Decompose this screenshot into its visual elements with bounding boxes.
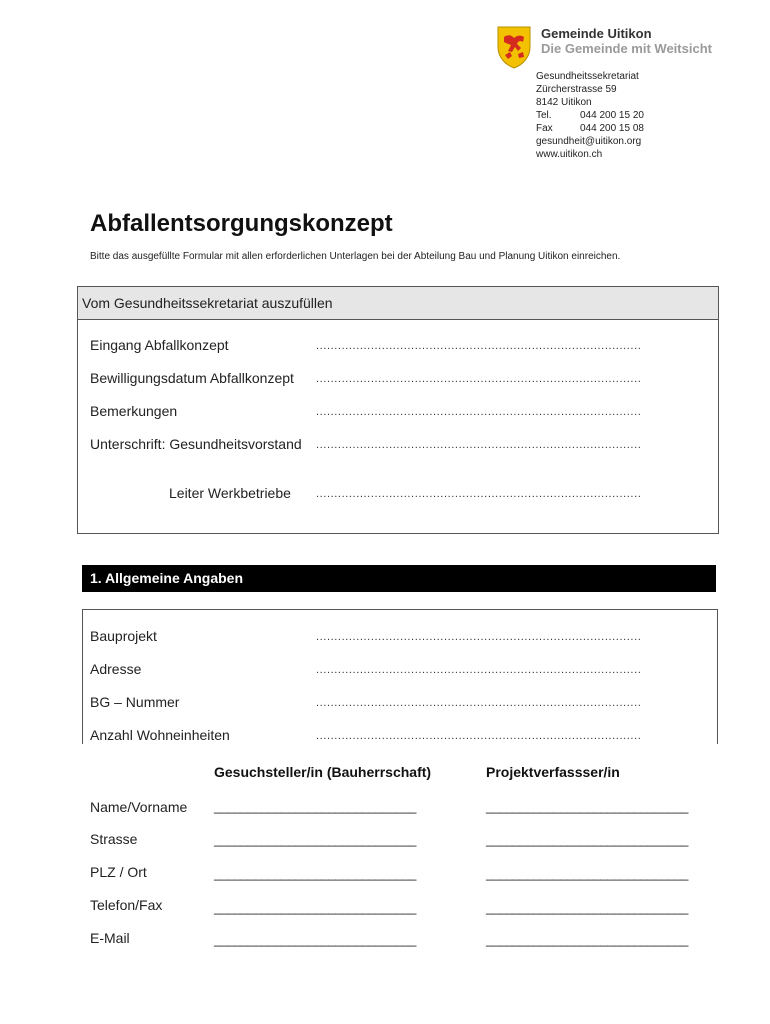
field-dots-bemerkungen[interactable]: ......................................................................................... (316, 406, 642, 418)
designer-strasse-line[interactable]: ______________________________ (486, 832, 688, 847)
designer-telefon-line[interactable]: ______________________________ (486, 900, 688, 915)
intro-text: Bitte das ausgefüllte Formular mit allen erforderlichen Unterlagen bei der Abteilung Bau und Planung Uitikon einreichen. (90, 251, 621, 262)
address-city: 8142 Uitikon (536, 97, 592, 108)
field-dots-bauprojekt[interactable]: ......................................................................................... (316, 631, 642, 643)
field-label-wohneinheiten: Anzahl Wohneinheiten (90, 727, 230, 743)
field-label-adresse: Adresse (90, 661, 142, 677)
field-dots-wohneinheiten[interactable]: ......................................................................................... (316, 730, 642, 742)
field-dots-bewilligungsdatum[interactable]: ......................................................................................... (316, 373, 642, 385)
address-web[interactable]: www.uitikon.ch (536, 149, 603, 160)
address-tel (536, 109, 644, 122)
tel-value: 044 200 15 20 (580, 110, 644, 121)
general-section-box (82, 609, 718, 744)
field-dots-bg-nummer[interactable]: ......................................................................................... (316, 697, 642, 709)
field-label-bemerkungen: Bemerkungen (90, 403, 178, 419)
field-dots-eingang[interactable]: ......................................................................................... (316, 340, 642, 352)
address-block (536, 70, 644, 161)
coat-of-arms-shield-icon (496, 25, 532, 69)
office-section-title: Vom Gesundheitssekretariat auszufüllen (82, 295, 333, 311)
section-heading: 1. Allgemeine Angaben (90, 570, 243, 586)
field-label-bauprojekt: Bauprojekt (90, 628, 157, 644)
contact-label-name: Name/Vorname (90, 799, 188, 815)
field-label-leiter-werkbetriebe: Leiter Werkbetriebe (169, 485, 291, 501)
page-title: Abfallentsorgungskonzept (90, 210, 393, 237)
contact-label-email: E-Mail (90, 930, 130, 946)
address-department: Gesundheitssekretariat (536, 71, 639, 82)
field-dots-adresse[interactable]: ......................................................................................... (316, 664, 642, 676)
org-name: Gemeinde Uitikon (541, 26, 652, 41)
field-dots-unterschrift[interactable]: ......................................................................................... (316, 439, 642, 451)
applicant-strasse-line[interactable]: ______________________________ (214, 832, 416, 847)
field-label-unterschrift: Unterschrift: Gesundheitsvorstand (90, 436, 302, 452)
tel-label: Tel. (536, 110, 552, 121)
column-header-designer: Projektverfassser/in (486, 764, 620, 780)
fax-label: Fax (536, 123, 553, 134)
address-street: Zürcherstrasse 59 (536, 84, 617, 95)
designer-plz-ort-line[interactable]: ______________________________ (486, 866, 688, 881)
fax-value: 044 200 15 08 (580, 123, 644, 134)
designer-name-line[interactable]: ______________________________ (486, 799, 688, 814)
column-header-applicant: Gesuchsteller/in (Bauherrschaft) (214, 764, 432, 780)
field-label-bewilligungsdatum: Bewilligungsdatum Abfallkonzept (90, 370, 294, 386)
designer-email-line[interactable]: ______________________________ (486, 932, 688, 947)
applicant-email-line[interactable]: ______________________________ (214, 932, 416, 947)
contact-label-plz-ort: PLZ / Ort (90, 864, 147, 880)
address-fax (536, 122, 644, 135)
field-label-bg-nummer: BG – Nummer (90, 694, 180, 710)
field-dots-leiter-werkbetriebe[interactable]: ......................................................................................... (316, 488, 642, 500)
contact-label-telefon-fax: Telefon/Fax (90, 897, 163, 913)
field-label-eingang: Eingang Abfallkonzept (90, 337, 229, 353)
address-email[interactable]: gesundheit@uitikon.org (536, 136, 642, 147)
applicant-telefon-line[interactable]: ______________________________ (214, 900, 416, 915)
contact-label-strasse: Strasse (90, 831, 138, 847)
applicant-plz-ort-line[interactable]: ______________________________ (214, 866, 416, 881)
org-tagline: Die Gemeinde mit Weitsicht (541, 41, 712, 56)
applicant-name-line[interactable]: ______________________________ (214, 799, 416, 814)
